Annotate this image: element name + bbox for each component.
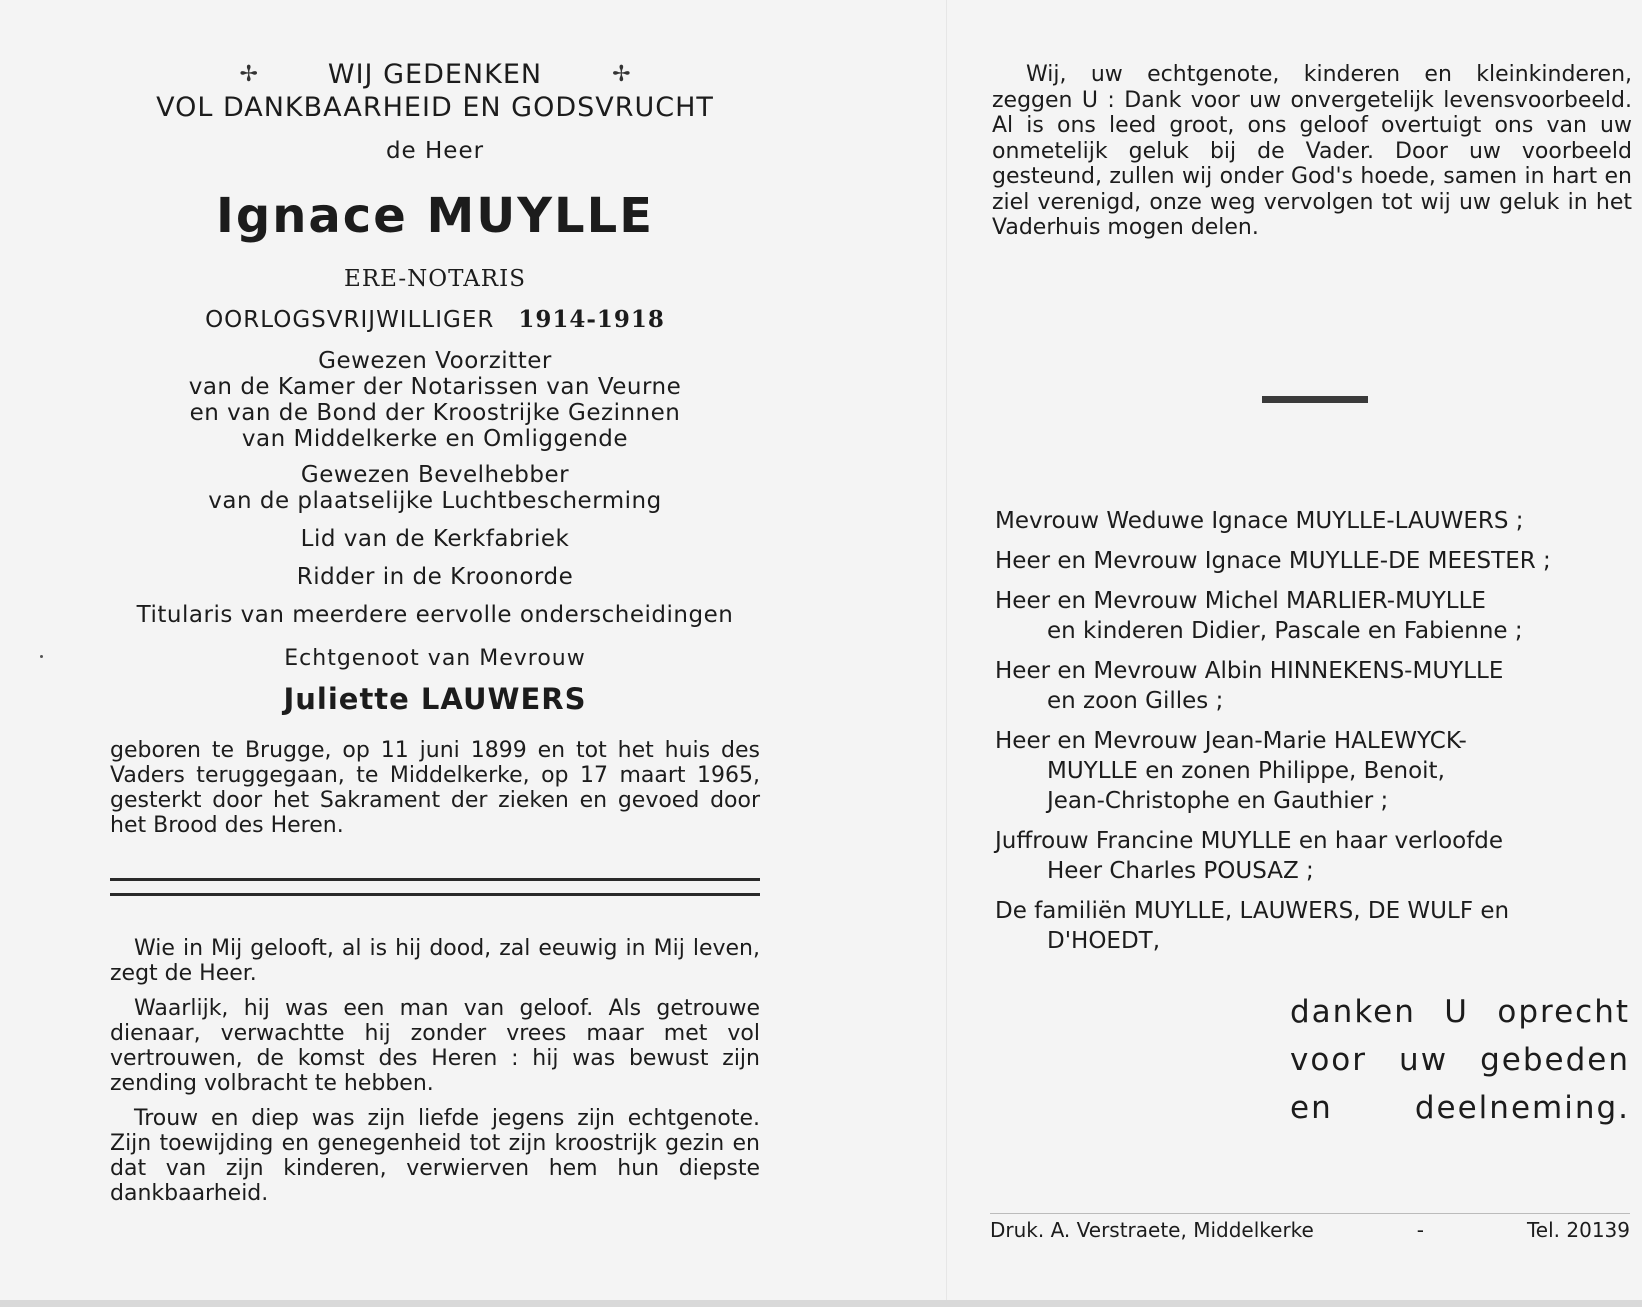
card-fold xyxy=(946,0,947,1300)
family-entry xyxy=(995,506,1635,536)
closing-line: en deelneming. xyxy=(1290,1090,1630,1126)
deceased-name: Ignace MUYLLE xyxy=(216,188,654,244)
family-entry xyxy=(995,826,1635,886)
family-entry-cont: Jean-Christophe en Gauthier ; xyxy=(1047,788,1389,814)
block-line: van Middelkerke en Omliggende xyxy=(241,426,629,452)
left-page xyxy=(110,56,760,1216)
header-line-1 xyxy=(110,56,760,92)
block-line: Gewezen Voorzitter xyxy=(318,348,552,374)
cross-icon: ✢ xyxy=(612,61,631,87)
header-text-2: VOL DANKBAARHEID EN GODSVRUCHT xyxy=(156,92,714,123)
scripture-paragraph: Waarlijk, hij was een man van geloof. Als getrouwe dienaar, verwachtte hij zonder vrees maar met vol vertrouwen, de komst des Heren : hij was bewust zijn zending volbracht te hebben. xyxy=(110,996,760,1096)
scripture-paragraph: Wie in Mij gelooft, al is hij dood, zal eeuwig in Mij leven, zegt de Heer. xyxy=(110,936,760,986)
family-entry xyxy=(995,726,1635,816)
birth-death-text: geboren te Brugge, op 11 juni 1899 en tot het huis des Vaders teruggegaan, te Middelkerke, op 17 maart 1965, gesterkt door het Sakrament der zieken en gevoed door het Brood des Heren. xyxy=(110,738,760,838)
speck xyxy=(40,655,43,658)
right-page xyxy=(992,62,1632,241)
spouse-name: Juliette LAUWERS xyxy=(283,682,587,716)
closing-thanks xyxy=(1290,988,1630,1132)
block-line: en van de Bond der Kroostrijke Gezinnen xyxy=(189,400,681,426)
distinctions: Titularis van meerdere eervolle onderscheidingen xyxy=(136,602,734,628)
printer-footer xyxy=(990,1213,1630,1242)
family-list xyxy=(995,506,1635,966)
family-entry xyxy=(995,546,1635,576)
family-entry-line: Juffrouw Francine MUYLLE en haar verloofde xyxy=(995,828,1504,854)
short-divider xyxy=(1262,396,1368,403)
family-entry-cont: en zoon Gilles ; xyxy=(1047,688,1224,714)
header-text-1: WIJ GEDENKEN xyxy=(327,58,543,90)
printer-name: Druk. A. Verstraete, Middelkerke xyxy=(990,1218,1314,1242)
salutation: de Heer xyxy=(385,138,485,164)
family-entry-line: Heer en Mevrouw Michel MARLIER-MUYLLE xyxy=(995,588,1486,614)
printer-separator: - xyxy=(1416,1218,1425,1242)
closing-line: voor uw gebeden xyxy=(1290,1042,1630,1078)
closing-line: danken U oprecht xyxy=(1290,994,1630,1030)
church-member: Lid van de Kerkfabriek xyxy=(300,526,570,552)
scripture-paragraph: Trouw en diep was zijn liefde jegens zijn echtgenote. Zijn toewijding en genegenheid tot zijn kroostrijk gezin en dat van zijn kinderen, verwierven hem hun diepste dankbaarheid. xyxy=(110,1106,760,1206)
knight-order: Ridder in de Kroonorde xyxy=(296,564,574,590)
family-entry xyxy=(995,896,1635,956)
spouse-intro: Echtgenoot van Mevrouw xyxy=(284,646,586,671)
family-entry-cont: D'HOEDT, xyxy=(1047,928,1161,954)
title-volunteer-years: 1914-1918 xyxy=(518,306,665,333)
double-divider xyxy=(110,878,760,896)
family-entry xyxy=(995,656,1635,716)
family-entry-cont: Heer Charles POUSAZ ; xyxy=(1047,858,1314,884)
family-entry-cont: MUYLLE en zonen Philippe, Benoit, xyxy=(1047,758,1445,784)
block-line: van de Kamer der Notarissen van Veurne xyxy=(188,374,682,400)
tribute-text: Wij, uw echtgenote, kinderen en kleinkinderen, zeggen U : Dank voor uw onvergetelijk levensvoorbeeld. Al is ons leed groot, ons geloof overtuigt ons van uw onmetelijk geluk bij de Vader. Door uw voorbeeld gesteund, zullen wij onder God's hoede, samen in hart en ziel verenigd, onze weg vervolgen tot wij uw geluk in het Vaderhuis mogen delen. xyxy=(992,62,1632,240)
family-entry-line: Heer en Mevrouw Jean-Marie HALEWYCK- xyxy=(995,728,1467,754)
family-entry xyxy=(995,586,1635,646)
family-entry-line: Heer en Mevrouw Albin HINNEKENS-MUYLLE xyxy=(995,658,1504,684)
family-entry-line: De familiën MUYLLE, LAUWERS, DE WULF en xyxy=(995,898,1510,924)
cross-icon: ✢ xyxy=(239,61,258,87)
block-chairman xyxy=(110,348,760,452)
family-entry-cont: en kinderen Didier, Pascale en Fabienne ; xyxy=(1047,618,1523,644)
block-commander xyxy=(110,462,760,514)
title-volunteer-text: OORLOGSVRIJWILLIGER xyxy=(205,307,495,333)
family-entry-line: Mevrouw Weduwe Ignace MUYLLE-LAUWERS ; xyxy=(995,508,1524,534)
family-entry-line: Heer en Mevrouw Ignace MUYLLE-DE MEESTER ; xyxy=(995,548,1551,574)
title-volunteer xyxy=(110,306,760,348)
title-notary: ERE-NOTARIS xyxy=(344,266,526,292)
scripture-section xyxy=(110,936,760,1206)
block-line: Gewezen Bevelhebber xyxy=(300,462,570,488)
block-line: van de plaatselijke Luchtbescherming xyxy=(208,488,662,514)
printer-phone: Tel. 20139 xyxy=(1526,1218,1630,1242)
